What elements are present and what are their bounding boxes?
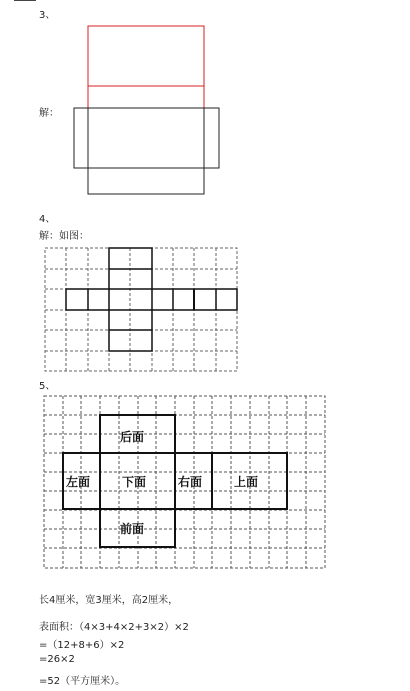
face-label-right: 右面 bbox=[178, 475, 203, 489]
p5-result: =52（平方厘米）。 bbox=[39, 676, 126, 687]
face-label-left: 左面 bbox=[66, 475, 91, 489]
p5-dimensions-text: 长4厘米，宽3厘米，高2厘米， bbox=[39, 595, 179, 606]
p5-step-3: =26×2 bbox=[39, 654, 75, 665]
face-label-top: 上面 bbox=[234, 475, 259, 489]
p5-step-2: =（12+8+6）×2 bbox=[39, 640, 125, 651]
p5-surface-area-formula: 表面积：（4×3+4×2+3×2）×2 bbox=[39, 622, 189, 633]
problem-3-number: 3、 bbox=[39, 10, 56, 21]
face-label-back: 后面 bbox=[120, 430, 145, 444]
problem-4-answer-label: 解：如图： bbox=[39, 231, 89, 242]
problem-4-number: 4、 bbox=[39, 214, 56, 225]
problem-5-number: 5、 bbox=[39, 381, 56, 392]
face-label-front: 前面 bbox=[120, 522, 145, 536]
face-label-bottom: 下面 bbox=[122, 475, 147, 489]
problem-3-answer-label: 解： bbox=[39, 108, 59, 119]
